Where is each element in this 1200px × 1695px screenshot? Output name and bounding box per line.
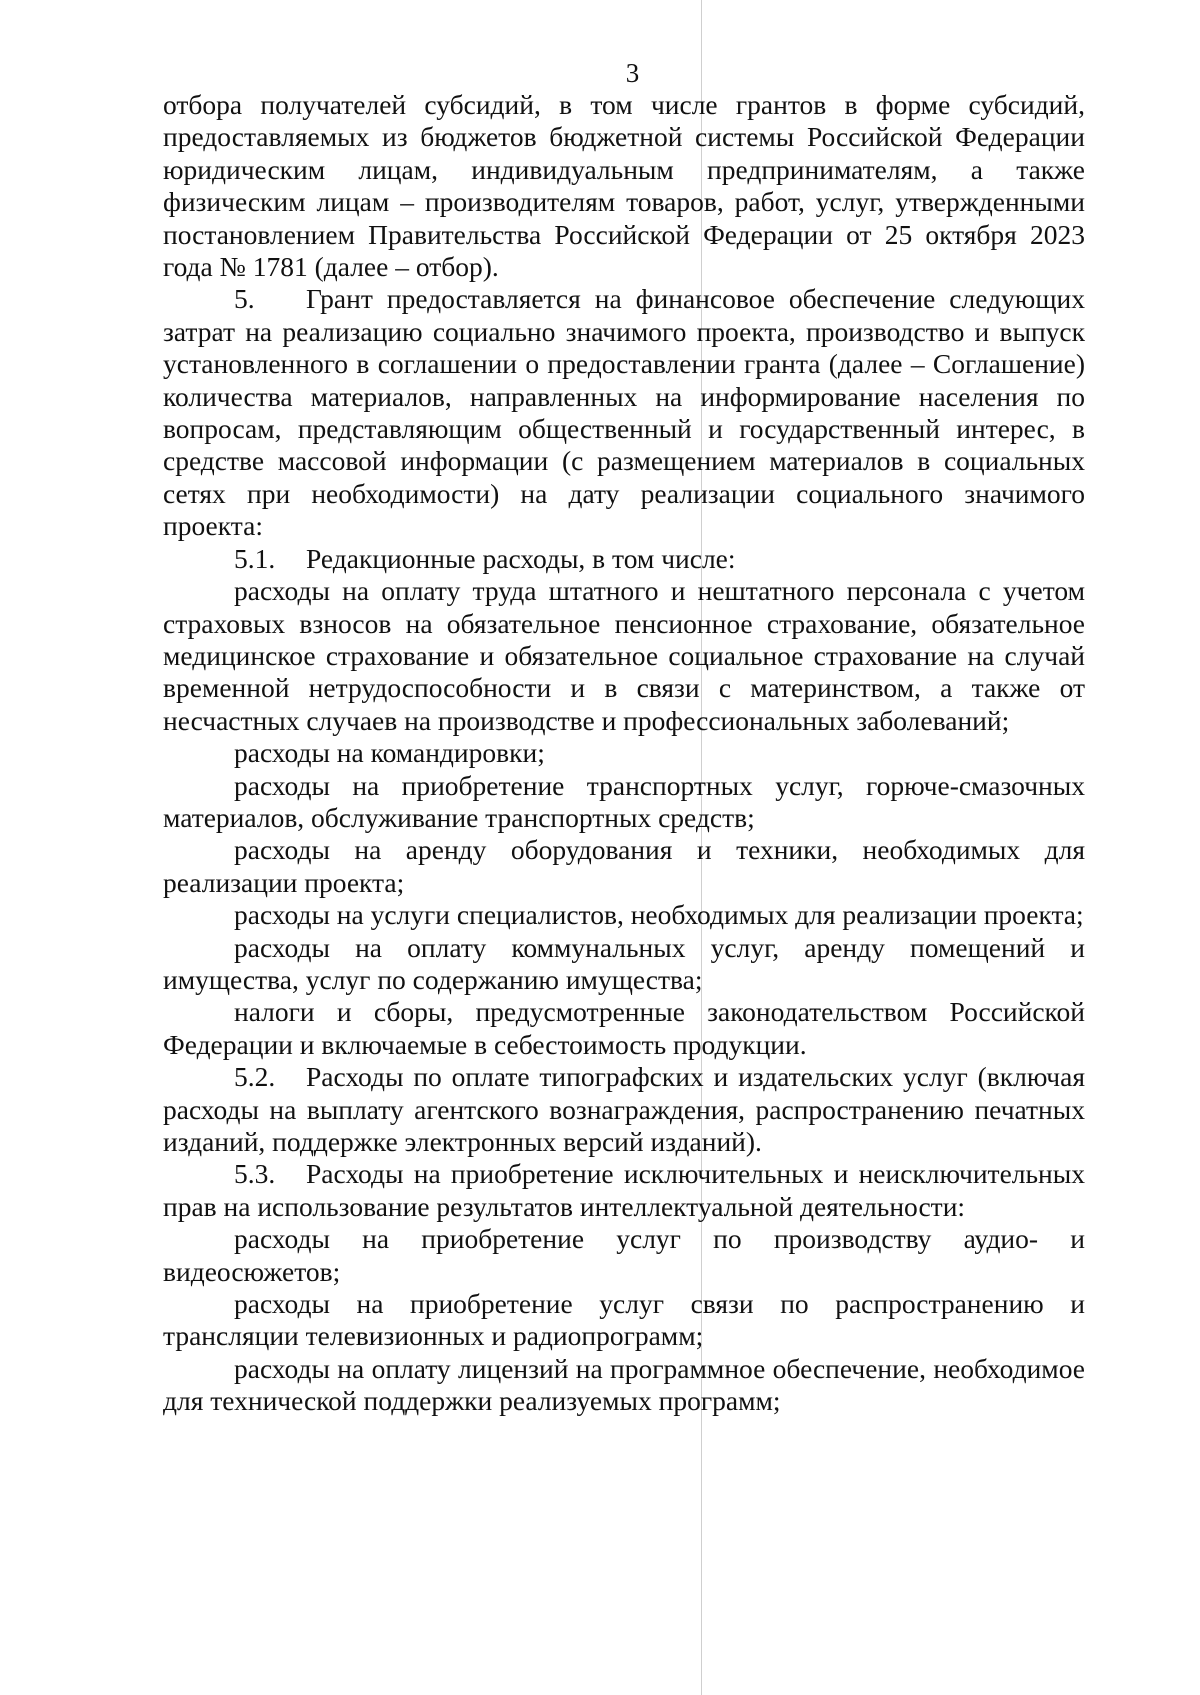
paragraph-expense — [163, 737, 1085, 769]
paragraph-text: отбора получателей субсидий, в том числе грантов в форме субсидий, предоставляемых из бюджетов бюджетной системы Российской Федерации юридическим лицам, индивидуальным предпринимателям, а также физическим лицам – производителям товаров, работ, услуг, утвержденными постановлением Правительства Российской Федерации от 25 октября 2023 года № 1781 (далее – отбор). — [163, 89, 1085, 283]
paragraph-expense — [163, 1223, 1085, 1288]
paragraph-item-5-1 — [163, 543, 1085, 575]
paragraph-text: расходы на командировки; — [234, 737, 545, 769]
paragraph-text: расходы на оплату коммунальных услуг, аренду помещений и имущества, услуг по содержанию имущества; — [163, 931, 1085, 995]
paragraph-text: налоги и сборы, предусмотренные законодательством Российской Федерации и включаемые в себестоимость продукции. — [163, 996, 1085, 1060]
paragraph-text: расходы на оплату труда штатного и нештатного персонала с учетом страховых взносов на обязательное пенсионное страхование, обязательное медицинское страхование и обязательное социальное страхование на случай временной нетрудоспособности и в связи с материнством, а также от несчастных случаев на производстве и профессиональных заболеваний; — [163, 575, 1085, 736]
paragraph-expense — [163, 899, 1085, 931]
paragraph-item-5 — [163, 283, 1085, 542]
paragraph-text: расходы на услуги специалистов, необходимых для реализации проекта; — [234, 899, 1084, 931]
item-number: 5.3. — [234, 1158, 276, 1190]
paragraph-text: расходы на приобретение услуг по производству аудио- и видеосюжетов; — [163, 1223, 1085, 1287]
item-number: 5. — [234, 283, 255, 315]
paragraph-text: Расходы на приобретение исключительных и неисключительных прав на использование результатов интеллектуальной деятельности: — [163, 1158, 1085, 1222]
paragraph-item-5-3 — [163, 1158, 1085, 1223]
paragraph-expense — [163, 1353, 1085, 1418]
paragraph-text: Расходы по оплате типографских и издательских услуг (включая расходы на выплату агентского вознаграждения, распространению печатных изданий, поддержке электронных версий изданий). — [163, 1061, 1085, 1157]
paragraph-expense — [163, 575, 1085, 737]
paragraph-expense — [163, 1288, 1085, 1353]
paragraph-text: расходы на приобретение транспортных услуг, горюче-смазочных материалов, обслуживание транспортных средств; — [163, 769, 1085, 833]
item-number: 5.1. — [234, 542, 276, 574]
paragraph-item-5-2 — [163, 1061, 1085, 1158]
paragraph-text: Грант предоставляется на финансовое обеспечение следующих затрат на реализацию социально значимого проекта, производство и выпуск установленного в соглашении о предоставлении гранта (далее – Соглашение) количества материалов, направленных на информирование населения по вопросам, представляющим общественный и государственный интерес, в средстве массовой информации (с размещением материалов в социальных сетях при необходимости) на дату реализации социального значимого проекта: — [163, 283, 1085, 542]
paragraph-expense — [163, 834, 1085, 899]
paragraph-expense — [163, 932, 1085, 997]
paragraph-text: расходы на аренду оборудования и техники, необходимых для реализации проекта; — [163, 834, 1085, 898]
item-number: 5.2. — [234, 1061, 276, 1093]
paragraph-text: расходы на приобретение услуг связи по распространению и трансляции телевизионных и радиопрограмм; — [163, 1288, 1085, 1352]
paragraph-text: Редакционные расходы, в том числе: — [306, 542, 736, 574]
paragraph-expense — [163, 996, 1085, 1061]
paragraph-expense — [163, 770, 1085, 835]
paragraph-text: расходы на оплату лицензий на программное обеспечение, необходимое для технической поддержки реализуемых программ; — [163, 1352, 1085, 1417]
document-body — [163, 89, 1085, 1418]
page-number: 3 — [625, 58, 640, 88]
paragraph-continuation — [163, 89, 1085, 283]
